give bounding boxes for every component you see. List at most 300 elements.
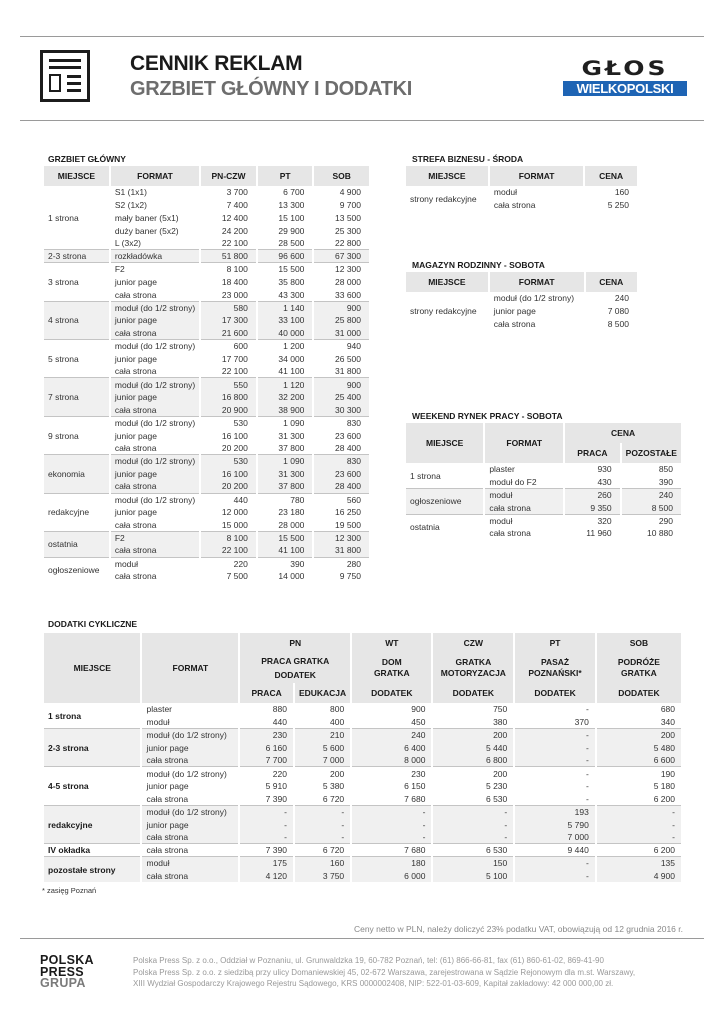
format-cell: plaster [484,463,564,476]
format-cell: cała strona [110,570,200,583]
format-cell: cała strona [110,442,200,455]
price-cell: 150 [432,857,514,870]
price-cell: 13 300 [257,199,314,212]
price-cell: - [239,831,294,844]
price-cell: 67 300 [313,250,370,263]
table-row [406,186,638,199]
price-cell: 370 [514,716,596,729]
price-cell: - [596,805,682,818]
place-cell: redakcyjne [44,493,110,531]
day-header: PN [239,633,351,653]
place-cell: 7 strona [44,378,110,416]
price-cell: 390 [621,476,682,489]
price-cell: 780 [257,493,314,506]
price-cell: - [514,729,596,742]
price-cell: 1 200 [257,340,314,353]
col-header: CENA [585,272,638,292]
brand-line: POLSKA [40,953,94,967]
price-cell: 41 100 [257,365,314,378]
price-cell: 6 150 [351,780,432,793]
format-cell: moduł (do 1/2 strony) [110,416,200,429]
price-cell: 830 [313,455,370,468]
price-cell: 530 [200,416,257,429]
price-cell: 38 900 [257,404,314,417]
day-header: SOB [596,633,682,653]
price-cell: 6 200 [596,844,682,857]
strefa-table [406,166,639,212]
price-cell: - [514,767,596,780]
grzbiet-table [44,166,371,583]
price-cell: 6 600 [596,754,682,767]
sub-header: EDUKACJA [294,683,351,703]
table-row [44,301,370,314]
price-cell: 560 [313,493,370,506]
price-cell: 200 [596,729,682,742]
price-cell: 12 300 [313,532,370,545]
table-row [44,844,682,857]
table-row [44,455,370,468]
price-cell: 16 100 [200,468,257,481]
weekend-table [406,423,683,540]
format-cell: junior page [110,506,200,519]
format-cell: cała strona [141,869,239,882]
price-cell: 22 100 [200,237,257,250]
price-note: Ceny netto w PLN, należy doliczyć 23% podatku VAT, obowiązują od 12 grudnia 2016 r. [353,924,683,934]
col-header: FORMAT [484,423,564,463]
format-cell: moduł (do 1/2 strony) [489,292,585,305]
format-cell: moduł [484,489,564,502]
price-cell: 17 700 [200,352,257,365]
price-cell: 750 [432,703,514,716]
table-row [44,805,682,818]
format-cell: cała strona [110,288,200,301]
price-cell: 880 [239,703,294,716]
format-cell: moduł (do 1/2 strony) [141,805,239,818]
logo-top-text: GŁOS [581,57,669,80]
price-cell: 33 600 [313,288,370,301]
format-cell: cała strona [110,519,200,532]
weekend-title: WEEKEND RYNEK PRACY - SOBOTA [412,411,563,421]
price-cell: 135 [596,857,682,870]
address-line: Polska Press Sp. z o.o. z siedzibą przy ulicy Domaniewskiej 45, 02-672 Warszawa, zarejestrowana w Sądzie Rejonowym dla m.st. Warszawy, [133,967,636,977]
price-cell: 8 000 [351,754,432,767]
price-cell: 12 000 [200,506,257,519]
price-cell: 550 [200,378,257,391]
price-cell: 31 800 [313,365,370,378]
col-header: MIEJSCE [406,423,484,463]
format-cell: cała strona [110,544,200,557]
price-cell: 600 [200,340,257,353]
format-cell: junior page [110,276,200,289]
price-cell: 6 530 [432,793,514,806]
price-cell: 28 000 [257,519,314,532]
price-cell: 290 [621,514,682,527]
col-header: PRACA [564,443,620,463]
price-cell: 160 [294,857,351,870]
price-cell: 6 720 [294,844,351,857]
sub-header: DODATEK [351,683,432,703]
col-header: MIEJSCE [44,166,110,186]
price-cell: 14 000 [257,570,314,583]
price-cell: 190 [596,767,682,780]
price-cell: - [294,818,351,831]
price-cell: 5 480 [596,741,682,754]
place-cell: redakcyjne [44,805,141,843]
price-cell: 22 800 [313,237,370,250]
format-cell: moduł [484,514,564,527]
price-cell: 6 700 [257,186,314,199]
price-cell: 930 [564,463,620,476]
table-row [44,416,370,429]
price-cell: 193 [514,805,596,818]
supplement-name-line: PRACA GRATKA [261,656,330,666]
grzbiet-title: GRZBIET GŁÓWNY [48,154,126,164]
format-cell: moduł (do 1/2 strony) [110,455,200,468]
table-row [406,514,682,527]
price-cell: - [294,831,351,844]
price-cell: 8 500 [621,501,682,514]
price-cell: 900 [313,378,370,391]
price-cell: 7 400 [200,199,257,212]
price-cell: 9 350 [564,501,620,514]
format-cell: junior page [489,305,585,318]
format-cell: moduł [141,716,239,729]
price-cell: 25 400 [313,391,370,404]
sub-header: DODATEK [596,683,682,703]
price-cell: 380 [432,716,514,729]
price-cell: - [514,703,596,716]
price-cell: 35 800 [257,276,314,289]
price-cell: 5 380 [294,780,351,793]
price-cell: 240 [621,489,682,502]
price-cell: 31 300 [257,429,314,442]
supplement-name [239,653,351,683]
price-cell: 7 680 [351,793,432,806]
price-cell: 7 700 [239,754,294,767]
format-cell: junior page [141,818,239,831]
day-header: PT [514,633,596,653]
col-header: FORMAT [489,272,585,292]
format-cell: cała strona [484,501,564,514]
format-cell: moduł [110,557,200,570]
price-cell: 21 600 [200,327,257,340]
price-cell: 34 000 [257,352,314,365]
price-cell: 200 [294,767,351,780]
place-cell: 2-3 strona [44,729,141,767]
format-cell: moduł (do 1/2 strony) [141,729,239,742]
magazyn-table [406,272,639,330]
format-cell: cała strona [141,844,239,857]
price-cell: - [514,793,596,806]
format-cell: cała strona [489,318,585,331]
price-cell: 19 500 [313,519,370,532]
price-cell: 13 500 [313,212,370,225]
price-cell: - [432,831,514,844]
place-cell: strony redakcyjne [406,186,489,212]
place-cell: ostatnia [44,532,110,558]
price-cell: 850 [621,463,682,476]
price-cell: 32 200 [257,391,314,404]
price-cell: 96 600 [257,250,314,263]
place-cell: 9 strona [44,416,110,454]
table-row [406,463,682,476]
place-cell: ogłoszeniowe [406,489,484,515]
supplement-name: PASAŻ POZNAŃSKI* [514,653,596,683]
price-cell: 5 440 [432,741,514,754]
price-cell: 390 [257,557,314,570]
price-cell: 10 880 [621,527,682,540]
price-cell: - [351,831,432,844]
price-cell: 4 900 [313,186,370,199]
price-cell: - [514,780,596,793]
magazyn-title: MAGAZYN RODZINNY - SOBOTA [412,260,545,270]
format-cell: F2 [110,532,200,545]
price-cell: 6 530 [432,844,514,857]
price-cell: 7 080 [585,305,638,318]
price-cell: 160 [584,186,638,199]
format-cell: cała strona [110,327,200,340]
price-cell: 25 800 [313,314,370,327]
price-cell: 1 140 [257,301,314,314]
format-cell: cała strona [489,199,584,212]
price-cell: 12 400 [200,212,257,225]
price-cell: 1 120 [257,378,314,391]
col-header: PT [257,166,314,186]
price-cell: 9 750 [313,570,370,583]
price-cell: 31 800 [313,544,370,557]
format-cell: moduł (do 1/2 strony) [141,767,239,780]
price-cell: 175 [239,857,294,870]
sub-header: DODATEK [432,683,514,703]
price-cell: 9 440 [514,844,596,857]
price-cell: 9 700 [313,199,370,212]
format-cell: moduł (do 1/2 strony) [110,301,200,314]
footer-rule [20,938,704,939]
price-cell: 220 [200,557,257,570]
price-cell: - [239,818,294,831]
footnote: * zasięg Poznań [42,886,97,895]
price-cell: 17 300 [200,314,257,327]
place-cell: 1 strona [44,703,141,729]
format-cell: rozkładówka [110,250,200,263]
place-cell: 3 strona [44,263,110,301]
price-cell: - [514,857,596,870]
price-cell: 4 120 [239,869,294,882]
format-cell: moduł (do 1/2 strony) [110,493,200,506]
price-cell: - [432,818,514,831]
format-cell: plaster [141,703,239,716]
price-cell: 23 180 [257,506,314,519]
place-cell: 1 strona [44,186,110,250]
price-cell: 12 300 [313,263,370,276]
price-cell: 16 250 [313,506,370,519]
price-cell: 680 [596,703,682,716]
price-cell: 20 200 [200,480,257,493]
price-cell: 3 700 [200,186,257,199]
price-cell: 22 100 [200,544,257,557]
dodatki-title: DODATKI CYKLICZNE [48,619,138,629]
price-cell: 15 100 [257,212,314,225]
price-cell: 6 200 [596,793,682,806]
table-row [44,186,370,199]
price-cell: 180 [351,857,432,870]
price-cell: 200 [432,729,514,742]
price-cell: 450 [351,716,432,729]
price-cell: 31 000 [313,327,370,340]
format-cell: junior page [110,352,200,365]
price-cell: 1 090 [257,416,314,429]
top-rule [20,36,704,37]
place-cell: 4 strona [44,301,110,339]
price-cell: - [294,805,351,818]
price-cell: 11 960 [564,527,620,540]
supplement-name: PODRÓŻE GRATKA [596,653,682,683]
table-row [44,263,370,276]
polska-press-logo [40,955,94,990]
price-cell: 23 600 [313,429,370,442]
format-cell: cała strona [110,365,200,378]
price-cell: 230 [239,729,294,742]
price-cell: 22 100 [200,365,257,378]
price-cell: 30 300 [313,404,370,417]
price-cell: 4 900 [596,869,682,882]
price-cell: 28 400 [313,480,370,493]
day-header: CZW [432,633,514,653]
price-cell: 28 500 [257,237,314,250]
document-icon [40,50,90,102]
price-cell: 6 400 [351,741,432,754]
format-cell: mały baner (5x1) [110,212,200,225]
col-header: CENA [584,166,638,186]
format-cell: cała strona [110,404,200,417]
format-cell: junior page [110,314,200,327]
price-cell: 8 500 [585,318,638,331]
sub-header: DODATEK [514,683,596,703]
price-cell: - [596,831,682,844]
price-cell: 240 [351,729,432,742]
price-cell: 51 800 [200,250,257,263]
price-cell: 7 390 [239,844,294,857]
place-cell: 5 strona [44,340,110,378]
price-cell: - [514,741,596,754]
col-header: FORMAT [141,633,239,703]
place-cell: 4-5 strona [44,767,141,805]
price-cell: 8 100 [200,532,257,545]
price-cell: 26 500 [313,352,370,365]
table-row [44,493,370,506]
price-cell: 41 100 [257,544,314,557]
price-cell: 200 [432,767,514,780]
price-cell: 830 [313,416,370,429]
price-cell: 1 090 [257,455,314,468]
place-cell: IV okładka [44,844,141,857]
format-cell: cała strona [141,831,239,844]
price-cell: 440 [239,716,294,729]
price-cell: 40 000 [257,327,314,340]
price-cell: 33 100 [257,314,314,327]
format-cell: S1 (1x1) [110,186,200,199]
price-cell: 15 500 [257,532,314,545]
col-header: FORMAT [110,166,200,186]
header-rule [20,120,704,121]
place-cell: pozostałe strony [44,857,141,883]
format-cell: junior page [110,468,200,481]
table-row [44,250,370,263]
table-row [44,703,682,716]
price-cell: 260 [564,489,620,502]
table-row [44,767,682,780]
price-cell: 20 900 [200,404,257,417]
format-cell: cała strona [110,480,200,493]
price-cell: 440 [200,493,257,506]
price-cell: 37 800 [257,442,314,455]
col-header: PN-CZW [200,166,257,186]
price-cell: 220 [239,767,294,780]
price-cell: 230 [351,767,432,780]
format-cell: moduł do F2 [484,476,564,489]
price-cell: 940 [313,340,370,353]
format-cell: junior page [141,741,239,754]
format-cell: moduł [141,857,239,870]
col-header: MIEJSCE [406,272,489,292]
brand-line: GRUPA [40,976,86,990]
price-cell: 5 230 [432,780,514,793]
price-cell: 15 000 [200,519,257,532]
supplement-name: DOM GRATKA [351,653,432,683]
price-cell: - [514,869,596,882]
price-cell: 24 200 [200,224,257,237]
price-cell: 7 000 [294,754,351,767]
address-line: XIII Wydział Gospodarczy Krajowego Rejestru Sądowego, KRS 0000002408, NIP: 522-01-03-609, Kapitał zakładowy: 42 000 000,00 zł. [133,979,614,988]
price-cell: 400 [294,716,351,729]
price-cell: 340 [596,716,682,729]
price-cell: 29 900 [257,224,314,237]
price-cell: 5 790 [514,818,596,831]
dodatki-table [44,633,683,882]
price-cell: 280 [313,557,370,570]
table-row [44,729,682,742]
format-cell: S2 (1x2) [110,199,200,212]
price-cell: 5 600 [294,741,351,754]
price-cell: 8 100 [200,263,257,276]
price-cell: 18 400 [200,276,257,289]
supplement-name: GRATKA MOTORYZACJA [432,653,514,683]
format-cell: cała strona [484,527,564,540]
place-cell: 2-3 strona [44,250,110,263]
format-cell: F2 [110,263,200,276]
price-cell: 43 300 [257,288,314,301]
page-title: CENNIK REKLAM [130,52,303,75]
format-cell: junior page [110,429,200,442]
price-cell: 23 600 [313,468,370,481]
format-cell: moduł (do 1/2 strony) [110,378,200,391]
strefa-title: STREFA BIZNESU - ŚRODA [412,154,524,164]
price-cell: 6 160 [239,741,294,754]
price-cell: 5 100 [432,869,514,882]
format-cell: junior page [141,780,239,793]
price-cell: 7 390 [239,793,294,806]
price-cell: 580 [200,301,257,314]
col-header: CENA [564,423,682,443]
format-cell: L (3x2) [110,237,200,250]
col-header: POZOSTAŁE [621,443,682,463]
price-cell: 25 300 [313,224,370,237]
price-cell: 7 000 [514,831,596,844]
format-cell: junior page [110,391,200,404]
company-address [133,955,635,990]
col-header: FORMAT [489,166,584,186]
table-row [44,378,370,391]
